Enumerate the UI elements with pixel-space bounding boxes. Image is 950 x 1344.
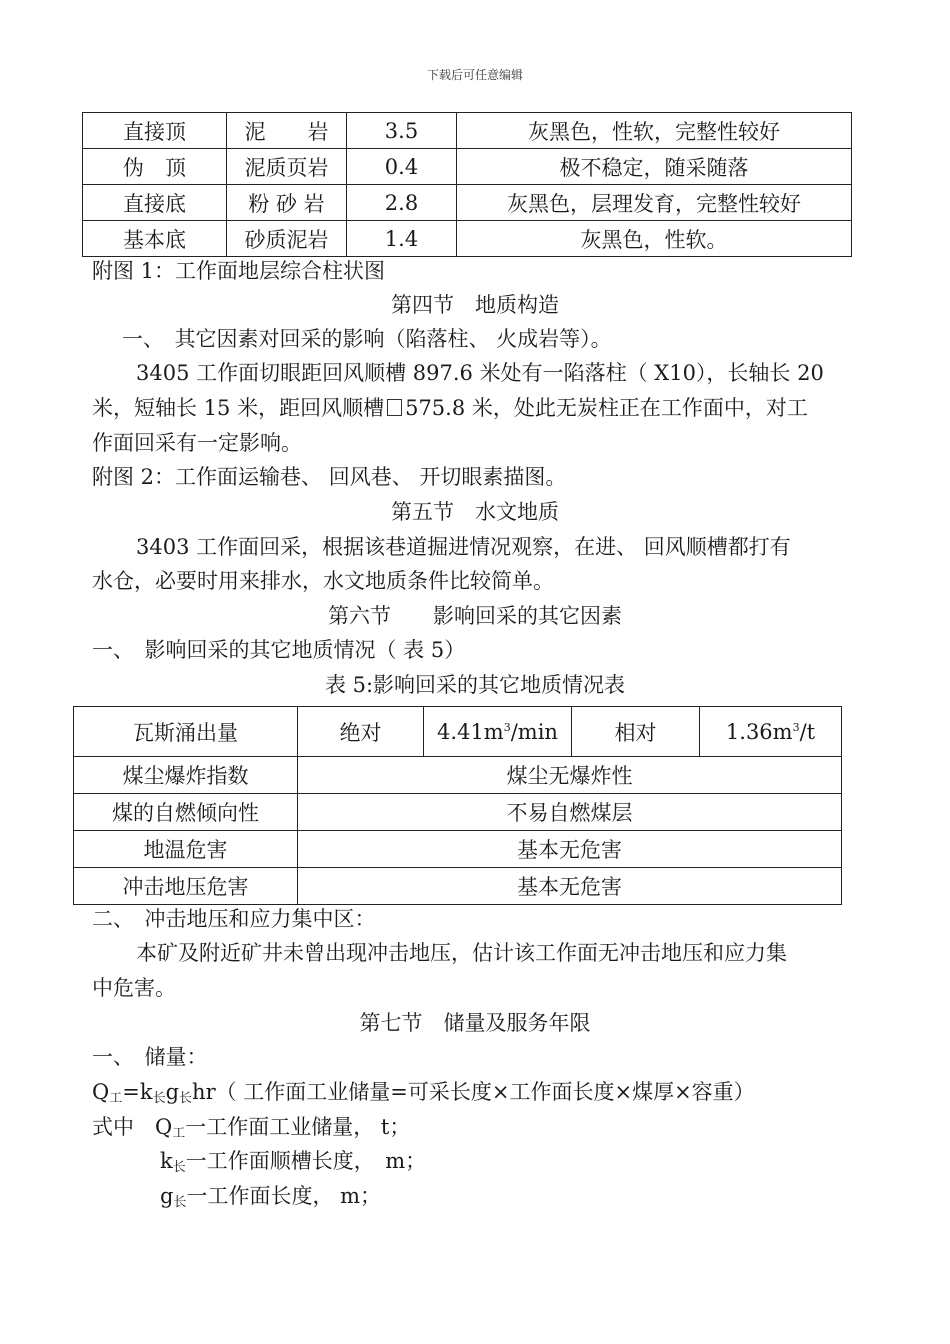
value-text: 1.36m [725,719,793,744]
list-item: 一、 储量： [92,1045,208,1069]
subscript: 工 [109,1091,123,1106]
table-cell: 煤尘爆炸指数 [74,757,298,794]
table-cell: 基本底 [83,221,227,257]
subscript: 长 [172,1160,186,1175]
missing-glyph-box [387,399,402,416]
superscript: 3 [503,720,511,734]
table-cell: 极不稳定，随采随落 [457,149,852,185]
table-cell: 基本无危害 [298,868,842,905]
table-row [74,831,842,868]
text-segment: 米，短轴长 15 米，距回风顺槽 [92,396,385,420]
table-cell [424,707,572,757]
table-cell: 灰黑色，层理发育，完整性较好 [457,185,852,221]
table-cell: 瓦斯涌出量 [74,707,298,757]
table-cell: 粉 砂 岩 [227,185,347,221]
superscript: 3 [792,720,800,734]
table-cell: 伪 顶 [83,149,227,185]
formula-symbol: Q [92,1080,110,1104]
definition-text: 一工作面长度， m； [186,1184,382,1208]
paragraph-line: 水仓，必要时用来排水，水文地质条件比较简单。 [92,569,554,593]
definition-line [160,1181,930,1218]
table-row [83,113,852,149]
table-cell: 煤尘无爆炸性 [298,757,842,794]
definition-line [160,1146,930,1183]
formula-symbol: g [165,1080,180,1104]
figure-caption-1: 附图 1：工作面地层综合柱状图 [92,259,386,283]
unit-text: /t [799,719,816,744]
definition-text: 一工作面工业储量， t； [185,1115,411,1139]
formula-line [92,1077,862,1114]
section-heading-7: 第七节 储量及服务年限 [359,1011,591,1035]
table-cell: 砂质泥岩 [227,221,347,257]
paragraph-line: 作面回采有一定影响。 [92,431,302,455]
paragraph-line: 3405 工作面切眼距回风顺槽 897.6 米处有一陷落柱（ X10），长轴长 20 [136,361,824,385]
value-text: 4.41m [437,719,504,744]
section-heading-5: 第五节 水文地质 [391,500,559,524]
subscript: 长 [179,1091,193,1106]
paragraph-line: 3403 工作面回采，根据该巷道掘进情况观察，在进、 回风顺槽都打有 [136,535,791,559]
formula-symbol: =k [122,1080,153,1104]
subscript: 长 [173,1195,187,1210]
table-cell: 灰黑色，性软。 [457,221,852,257]
table-cell [700,707,842,757]
table-cell: 1.4 [347,221,457,257]
table-cell: 直接顶 [83,113,227,149]
table-row [83,185,852,221]
page-header: 下载后可任意编辑 [426,68,523,82]
table-row [74,868,842,905]
table-row [74,794,842,831]
table-cell: 相对 [572,707,700,757]
table-cell: 泥 岩 [227,113,347,149]
definition-text: 一工作面顺槽长度， m； [185,1149,427,1173]
paragraph-line: 本矿及附近矿井未曾出现冲击地压，估计该工作面无冲击地压和应力集 [136,941,787,965]
table-cell: 直接底 [83,185,227,221]
table-cell: 灰黑色，性软，完整性较好 [457,113,852,149]
table-row [83,149,852,185]
definition-intro: 式中 Q [92,1115,173,1139]
text-segment: 575.8 米，处此无炭柱正在工作面中，对工 [405,396,808,420]
table-cell: 3.5 [347,113,457,149]
definition-line [92,1112,862,1149]
table-caption: 表 5:影响回采的其它地质情况表 [324,673,626,697]
table-row [74,707,842,757]
table-cell: 绝对 [298,707,424,757]
section-heading-4: 第四节 地质构造 [391,293,559,317]
definition-symbol: g [160,1184,174,1208]
table-cell: 泥质页岩 [227,149,347,185]
table-row [74,757,842,794]
table-cell: 2.8 [347,185,457,221]
subscript: 工 [172,1126,186,1141]
list-item: 一、 其它因素对回采的影响（陷落柱、 火成岩等）。 [122,327,612,351]
table-cell: 煤的自燃倾向性 [74,794,298,831]
table-cell: 0.4 [347,149,457,185]
table-row [83,221,852,257]
unit-text: /min [510,719,558,744]
paragraph-line [92,393,862,423]
geology-conditions-table [73,706,842,905]
figure-caption-2: 附图 2：工作面运输巷、 回风巷、 开切眼素描图。 [92,465,567,489]
list-item: 二、 冲击地压和应力集中区： [92,907,376,931]
table-cell: 不易自燃煤层 [298,794,842,831]
table-cell: 基本无危害 [298,831,842,868]
subscript: 长 [152,1091,166,1106]
list-item: 一、 影响回采的其它地质情况（ 表 5） [92,638,466,662]
section-heading-6: 第六节 影响回采的其它因素 [328,604,622,628]
strata-table [82,112,852,257]
table-cell: 冲击地压危害 [74,868,298,905]
paragraph-line: 中危害。 [92,976,176,1000]
table-cell: 地温危害 [74,831,298,868]
definition-symbol: k [160,1149,173,1173]
formula-text: hr（ 工作面工业储量=可采长度×工作面长度×煤厚×容重） [192,1080,755,1104]
